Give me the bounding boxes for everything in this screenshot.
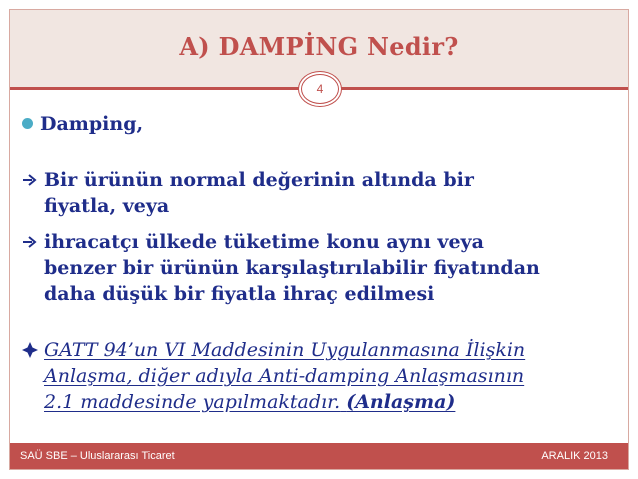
arrow-item-1-line-1: Bir ürünün normal değerinin altında bir: [44, 169, 474, 191]
gatt-line-2: Anlaşma, diğer adıyla Anti-damping Anlaşmasının: [44, 365, 525, 387]
arrow-bullet-icon: [21, 234, 37, 250]
arrow-item-2-line-1: ihracatçı ülkede tüketime konu aynı veya: [44, 231, 484, 253]
page-number-badge: [301, 74, 339, 104]
page-number: 4: [316, 82, 324, 96]
circle-bullet-icon: [22, 118, 33, 129]
arrow-item-1-line-2: fiyatla, veya: [44, 195, 170, 217]
diamond-bullet-icon: [21, 341, 39, 359]
arrow-item-2-line-2: benzer bir ürünün karşılaştırılabilir fiyatından: [44, 257, 540, 279]
gatt-line-3: [44, 390, 455, 414]
gatt-line-1: GATT 94’un VI Maddesinin Uygulanmasına İlişkin: [44, 339, 526, 361]
footer-date: ARALIK 2013: [541, 450, 608, 462]
gatt-line-3-text: 2.1 maddesinde yapılmaktadır.: [44, 391, 341, 413]
footer-course: SAÜ SBE – Uluslararası Ticaret: [20, 450, 175, 462]
bullet-damping: Damping,: [40, 113, 144, 135]
arrow-item-2-line-3: daha düşük bir fiyatla ihraç edilmesi: [44, 283, 435, 305]
arrow-bullet-icon: [21, 172, 37, 188]
gatt-line-3-emphasis: (Anlaşma): [346, 391, 456, 413]
slide-title: A) DAMPİNG Nedir?: [179, 32, 459, 61]
